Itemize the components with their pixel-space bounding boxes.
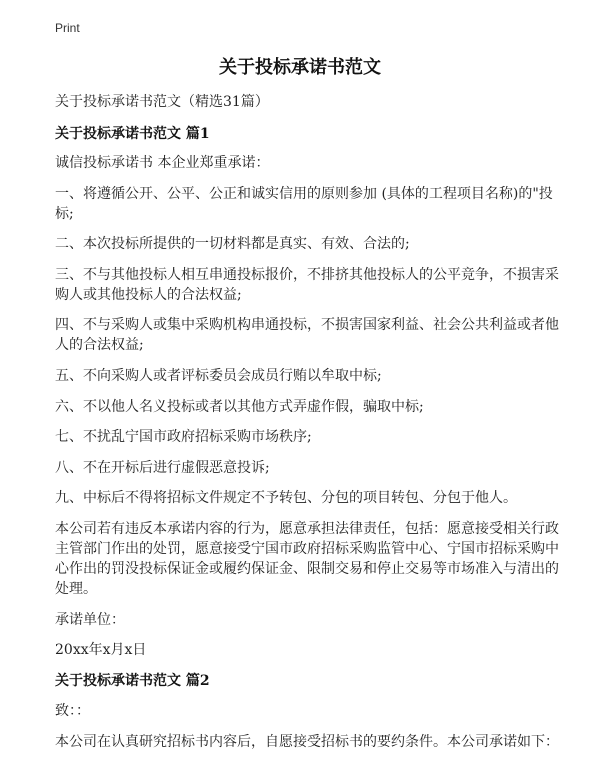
paragraph-line: 致：： bbox=[55, 703, 90, 720]
document-subtitle: 关于投标承诺书范文（精选31篇） bbox=[55, 94, 269, 110]
paragraph-line: 承诺单位： bbox=[55, 611, 125, 628]
section-heading-1: 关于投标承诺书范文 篇1 bbox=[55, 126, 210, 142]
document-title: 关于投标承诺书范文 bbox=[219, 57, 381, 78]
paragraph-item-6 bbox=[55, 397, 555, 417]
paragraph-line: 二、本次投标所提供的一切材料都是真实、有效、合法的; bbox=[55, 236, 410, 253]
paragraph-item-2 bbox=[55, 234, 555, 254]
paragraph-line: 四、不与采购人或集中采购机构串通投标，不损害国家利益、社会公共利益或者他 bbox=[55, 317, 559, 334]
paragraph-line: 六、不以他人名义投标或者以其他方式弄虚作假，骗取中标; bbox=[55, 398, 424, 415]
signature-unit bbox=[55, 610, 555, 630]
paragraph-item-9 bbox=[55, 488, 555, 508]
document-body bbox=[55, 92, 559, 763]
paragraph-line: 购人或其他投标人的合法权益; bbox=[55, 286, 242, 303]
paragraph-line: 诚信投标承诺书 本企业郑重承诺： bbox=[55, 155, 270, 171]
paragraph-line: 九、中标后不得将招标文件规定不予转包、分包的项目转包、分包于他人。 bbox=[55, 490, 517, 507]
paragraph-line: 七、不扰乱宁国市政府招标采购市场秩序; bbox=[55, 429, 312, 446]
paragraph-item-3 bbox=[55, 265, 559, 305]
paragraph-liability bbox=[55, 519, 559, 599]
paragraph-line: 主管部门作出的处罚，愿意接受宁国市政府招标采购监管中心、宁国市招标采购中 bbox=[55, 540, 559, 557]
paragraph-item-5 bbox=[55, 366, 555, 386]
paragraph-line: 八、不在开标后进行虚假恶意投诉; bbox=[55, 459, 270, 476]
paragraph-commitment-intro bbox=[55, 732, 559, 752]
print-link[interactable]: Print bbox=[55, 21, 80, 35]
paragraph-line: 人的合法权益; bbox=[55, 337, 144, 354]
paragraph-intro bbox=[55, 153, 555, 173]
paragraph-line: 三、不与其他投标人相互串通投标报价，不排挤其他投标人的公平竞争，不损害采 bbox=[55, 266, 559, 283]
signature-date bbox=[55, 640, 555, 660]
paragraph-line: 标; bbox=[55, 205, 74, 222]
paragraph-line: 本公司在认真研究招标书内容后，自愿接受招标书的要约条件。本公司承诺如下： bbox=[55, 733, 559, 750]
paragraph-item-7 bbox=[55, 427, 555, 447]
paragraph-line: 五、不向采购人或者评标委员会成员行贿以牟取中标; bbox=[55, 367, 382, 384]
paragraph-line: 一、将遵循公开、公平、公正和诚实信用的原则参加 (具体的工程项目名称)的"投 bbox=[55, 185, 553, 202]
paragraph-line: 心作出的罚没投标保证金或履约保证金、限制交易和停止交易等市场准入与清出的 bbox=[55, 560, 559, 577]
paragraph-salutation bbox=[55, 701, 555, 721]
paragraph-item-4 bbox=[55, 315, 559, 355]
paragraph-line: 处理。 bbox=[55, 580, 97, 597]
paragraph-item-1 bbox=[55, 184, 555, 224]
section-heading-2: 关于投标承诺书范文 篇2 bbox=[55, 672, 210, 689]
paragraph-item-8 bbox=[55, 458, 555, 478]
paragraph-line: 本公司若有违反本承诺内容的行为，愿意承担法律责任，包括：愿意接受相关行政 bbox=[55, 520, 559, 537]
paragraph-line: 20xx年x月x日 bbox=[55, 642, 147, 659]
